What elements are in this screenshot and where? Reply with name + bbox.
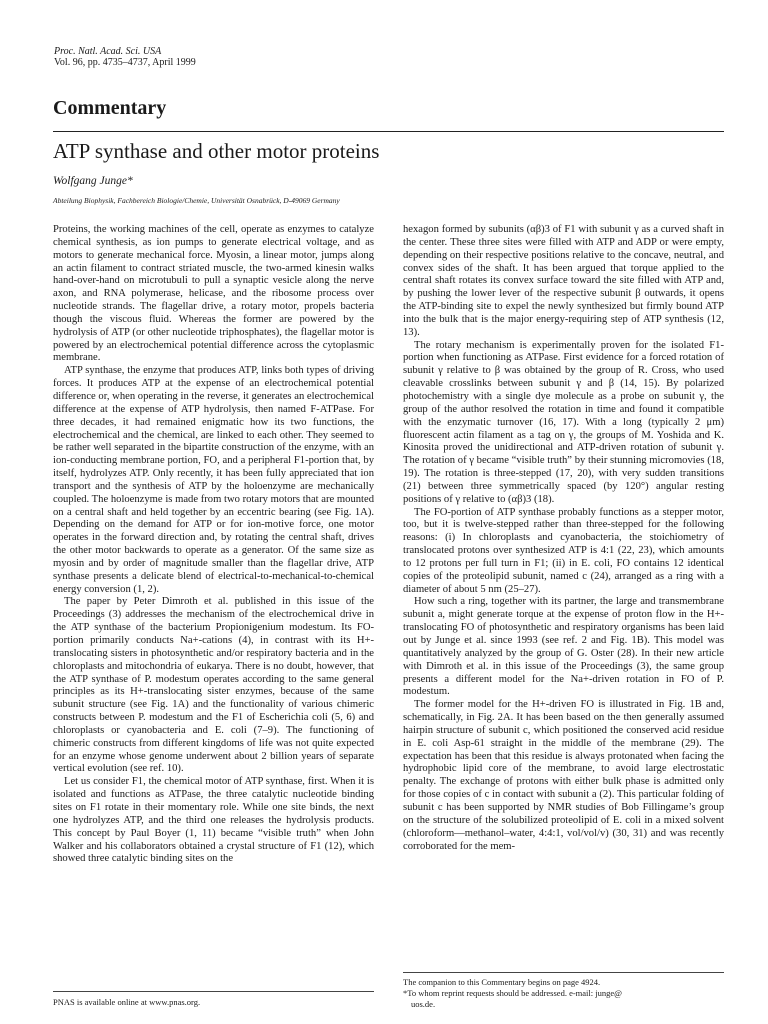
paragraph: The FO-portion of ATP synthase probably functions as a stepper motor, too, but it is twelve-stepped rather than three-stepped for the following reasons: (i) In chloroplasts and cyanobacteria, the stoichiometry of translocated protons over synthesized ATP is 4:1 (22, 23), which amounts to 12 protons per full turn in F1; (ii) in E. coli, FO contains 12 identical copies of the proteolipid subunit, named c (24), arranged as a ring with a diameter of about 5 nm (25–27). <box>403 506 724 595</box>
paragraph: The paper by Peter Dimroth et al. published in this issue of the Proceedings (3) addresses the mechanism of the electrochemical drive in the ATP synthase of the bacterium Propionigenium modestum. Its FO-portion primarily conducts Na+-cations (4), in contrast with its H+-translocating sisters in photosynthetic and/or respiratory bacteria and in the chloroplasts and mitochondria of eukarya. There is no doubt, however, that the ATP synthase of P. modestum operates according to the same general principles as its H+-translocating sister enzymes, because of the same subunit structure (see Fig. 1A) and the functionality of various chimeric constructs between P. modestum and the F1 of Escherichia coli (5, 6) and chloroplasts or cyanobacteria and E. coli (7–9). The functioning of chimeric constructs from different kingdoms of life was not quite expected for an enzyme whose genome underwent about 2 billion years of separate vertical evolution (see ref. 10). <box>53 596 374 775</box>
reprint-note: *To whom reprint requests should be addressed. e-mail: junge@ <box>403 988 622 998</box>
footnote-rule <box>403 972 724 973</box>
journal-citation: Vol. 96, pp. 4735–4737, April 1999 <box>54 57 196 68</box>
footnotes <box>403 977 724 1010</box>
author: Wolfgang Junge* <box>53 175 133 187</box>
right-column <box>403 224 724 853</box>
paragraph: The rotary mechanism is experimentally proven for the isolated F1-portion when functioning as ATPase. First evidence for a forced rotation of subunit γ relative to β was obtained by the group of R. Cross, who used cleavable crosslinks between subunit γ and β (14, 15). By polarized photochemistry with a single dye molecule as a probe on subunit γ, the group of the author resolved the rotation in time and found it compatible with the enzymatic turnover (16, 17). With a long (typically 2 μm) fluorescent actin filament as a tag on γ, the groups of M. Yoshida and K. Kinosita proved the unidirectional and ATP-driven rotation of subunit γ. The rotation of γ became “visible truth” by their stunning micromovies (18, 19). The rotation is three-stepped (17, 20), with very sudden transitions (21) between three symmetrically spaced (by 120°) angular resting positions of γ relative to (αβ)3 (18). <box>403 339 724 505</box>
left-column <box>53 224 374 866</box>
reprint-note-continued: uos.de. <box>411 999 436 1009</box>
paragraph: The former model for the H+-driven FO is illustrated in Fig. 1B and, schematically, in Fig. 2A. It has been based on the then generally assumed hairpin structure of subunit c, which positioned the conserved acid residue in E. coli Asp-61 straight in the middle of the membrane (29). The expectation has been that this residue is always protonated when facing the hydrophobic lipid core of the membrane, to avoid large electrostatic penalty. The exchange of protons with either bulk phase is admitted only for those copies of c in contact with subunit a (2). This particular folding of subunit c has been supported by NMR studies of Bob Fillingame’s group on the structure of the solubilized proteolipid of E. coli in a mixed solvent (chloroform—methanol–water, 4:4:1, vol/vol/v) (30, 31) and was recently corroborated for the mem- <box>403 699 724 852</box>
article-title: ATP synthase and other motor proteins <box>53 139 380 163</box>
affiliation: Abteilung Biophysik, Fachbereich Biologie/Chemie, Universität Osnabrück, D-49069 Germany <box>53 196 340 205</box>
journal-name: Proc. Natl. Acad. Sci. USA <box>54 46 162 57</box>
title-rule <box>53 131 724 132</box>
paragraph: hexagon formed by subunits (αβ)3 of F1 with subunit γ as a curved shaft in the center. These three sites were filled with ATP and ADP or were empty, depending on their respective positions relative to the concave, neutral, and convex sides of the shaft. It has been argued that torque applied to the central shaft rotates its convex surface toward the site filled with ATP and, by pushing the lower lever of the respective subunit β outwards, it opens the ATP-binding site to expel the newly synthesized but firmly bound ATP into the bulk that is the major energy-requiring step of ATP synthesis (12, 13). <box>403 224 724 338</box>
footnote-rule <box>53 991 374 992</box>
paragraph: Proteins, the working machines of the cell, operate as enzymes to catalyze chemical synthesis, as ion pumps to generate electrical voltage, and as motors to generate mechanical force. Myosin, a linear motor, jumps along an actin filament to contract striated muscle, the two-armed kinesin walks hand-over-hand on microtubuli to pull a synaptic vesicle along the nerve axon, and RNA polymerase, helicase, and the ribosome process over nucleotide strands. The flagellar drive, a rotary motor, propels bacteria though the viscous fluid. Whereas the former are powered by the hydrolysis of ATP (or other nucleotide triphosphates), the flagellar motor is powered by an electrochemical potential difference across the cytoplasmic membrane. <box>53 224 374 364</box>
journal-header <box>54 46 196 68</box>
paragraph: How such a ring, together with its partner, the large and transmembrane subunit a, might generate torque at the expense of proton flow in the H+-translocating FO of photosynthetic and respiratory organisms has been laid out by Junge et al. since 1993 (see ref. 2 and Fig. 1B). This model was quantitatively analyzed by the group of G. Oster (28). In their new article with Dimroth et al. in this issue of the Proceedings (3), the same group presents a different model for the Na+-driven rotation in FO of P. modestum. <box>403 596 724 698</box>
pnas-online-note: PNAS is available online at www.pnas.org. <box>53 997 201 1007</box>
paragraph: ATP synthase, the enzyme that produces ATP, links both types of driving forces. It produces ATP at the expense of an electrochemical potential difference or, when operating in the reverse, it generates an electrochemical difference at the expense of ATP hydrolysis, then named F-ATPase. For three decades, it had remained enigmatic how its two functions, the electrochemical and the chemical, are linked to each other. They seemed to be rather well separated in the bipartite construction of the enzyme, with an ion-conducting membrane portion, FO, and a peripheral F1-portion that, by itself, hydrolyzes ATP. Only recently, it has been fully appreciated that ion transport and the synthesis of ATP by the holoenzyme are mechanically coupled. The holoenzyme is made from two rotary motors that are mounted on a central shaft and held together by an eccentric bearing (see Fig. 1A). Depending on the demand for ATP or for ion-motive force, one motor operates in the forward direction and, by rotating the central shaft, drives the other motor backwards to operate as a generator. Of the same size as myosin and by order of magnitude smaller than the flagellar drive, ATP synthase presents a delicate blend of electrical-to-mechanical-to-chemical energy conversion (1, 2). <box>53 365 374 595</box>
section-title: Commentary <box>53 97 167 119</box>
companion-note: The companion to this Commentary begins on page 4924. <box>403 977 601 987</box>
paragraph: Let us consider F1, the chemical motor of ATP synthase, first. When it is isolated and functions as ATPase, the three catalytic nucleotide binding sites on F1 rotate in their momentary role. While one site binds, the next one hydrolyzes ATP, and the third one releases the hydrolysis products. This concept by Paul Boyer (1, 11) became “visible truth” when John Walker and his collaborators obtained a crystal structure of F1 (12), which showed three catalytic binding sites on the <box>53 776 374 865</box>
